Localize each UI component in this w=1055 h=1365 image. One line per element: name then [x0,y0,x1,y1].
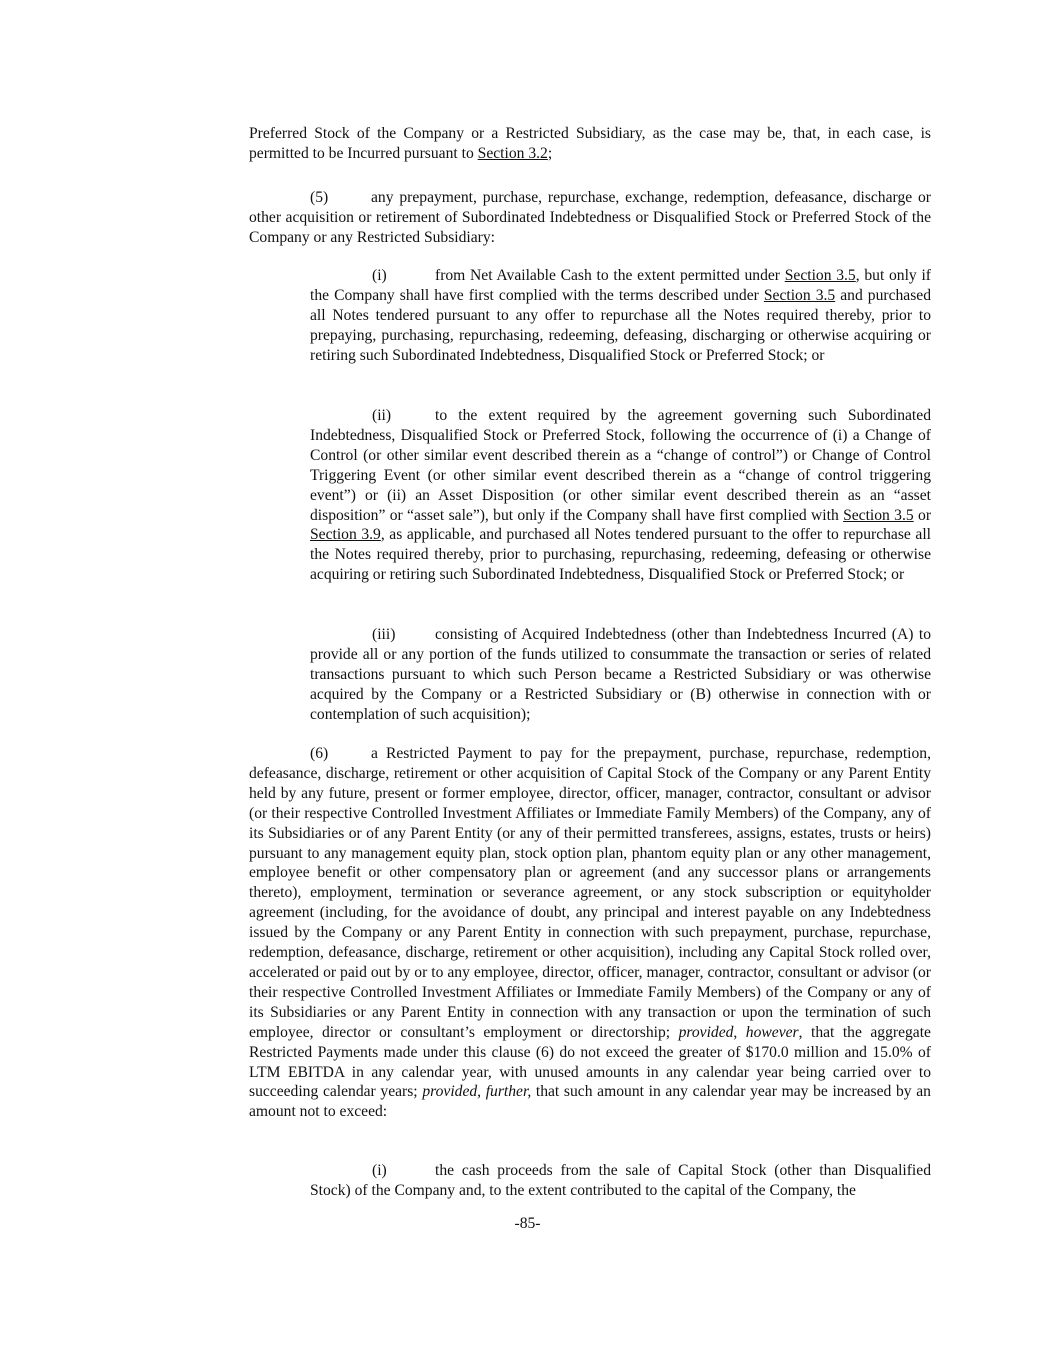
subclause-number: (iii) [372,626,396,643]
text: , but only if the Company shall have first complied with the terms described under [310,267,931,304]
section-reference: Section 3.5 [763,286,836,304]
text: ; [547,144,553,162]
text: , that the aggregate Restricted Payments made under this clause (6) do not exceed the greater of $170.0 million and 15.0% of LTM EBITDA in any calendar year, with unused amounts in any calendar year being carried over to succeeding calendar years; [249,1023,931,1101]
clause-number: (5) [310,189,329,206]
section-reference: Section 3.5 [784,267,856,284]
clause-text: the cash proceeds from the sale of Capital Stock (other than Disqualified Stock) of the Company and, to the extent contributed to the capital of the Company, the [310,1162,931,1199]
clause-6-i [310,1161,931,1201]
subclause-number: (i) [372,267,387,284]
emphasis: however [745,1023,799,1041]
text: Preferred Stock of the Company or a Restricted Subsidiary, as the case may be, that, in each case, is permitted to be Incurred pursuant to [249,125,931,162]
clause-5-i [310,266,931,366]
text: from Net Available Cash to the extent permitted under [435,267,785,284]
emphasis: provided [678,1023,734,1041]
text: , [733,1023,746,1041]
text: a Restricted Payment to pay for the prepayment, purchase, repurchase, redemption, defeasance, discharge, retirement or other acquisition of Capital Stock of the Company or any Parent Entity held by any future, present or former employee, director, officer, manager, contractor, consultant or advisor (or their respective Controlled Investment Affiliates or Immediate Family Members) of the Company, any of its Subsidiaries or of any Parent Entity (or any of their permitted transferees, assigns, estates, trusts or heirs) pursuant to any management equity plan, stock option plan, phantom equity plan or any other management, employee benefit or other compensatory plan or agreement (and any successor plans or arrangements thereto), employment, termination or severance agreement, or any stock subscription or equityholder agreement (including, for the avoidance of doubt, any principal and interest payable on any Indebtedness issued by the Company or any Parent Entity in connection with such prepayment, purchase, repurchase, redemption, defeasance, discharge, retirement or other acquisition), including any Capital Stock rolled over, accelerated or paid out by or to any employee, director, officer, manager, contractor, consultant or advisor (or their respective Controlled Investment Affiliates or Immediate Family Members) of the Company or any of its Subsidiaries or any Parent Entity in connection with any transaction or upon the termination of such employee, director or consultant’s employment or directorship; [249,745,931,1041]
section-reference: Section 3.9 [310,526,381,544]
text: to the extent required by the agreement governing such Subordinated Indebtedness, Disqualified Stock or Preferred Stock, following the occurrence of (i) a Change of Control (or other similar event described therein as a “change of control”) or Change of Control Triggering Event (or other similar event described therein as a “change of control triggering event”) or (ii) an Asset Disposition (or other similar event described therein as an “asset disposition” or “asset sale”), but only if the Company shall have first complied with [310,407,931,524]
paragraph-continuation [249,124,931,164]
clause-5 [249,188,931,248]
emphasis: provided, further, [422,1083,532,1101]
clause-text: consisting of Acquired Indebtedness (other than Indebtedness Incurred (A) to provide all or any portion of the funds utilized to consummate the transaction or series of related transactions pursuant to which such Person became a Restricted Subsidiary or was otherwise acquired by the Company or a Restricted Subsidiary or (B) otherwise in connection with or contemplation of such acquisition); [310,626,931,723]
text: , as applicable, and purchased all Notes tendered pursuant to the offer to repurchase all the Notes required thereby, prior to purchasing, repurchasing, redeeming, defeasing or otherwise acquiring or retiring such Subordinated Indebtedness, Disqualified Stock or Preferred Stock; or [310,526,931,584]
clause-5-ii [310,406,931,585]
text: or [913,506,932,524]
section-reference: Section 3.5 [843,506,914,524]
clause-6 [249,744,931,1122]
subclause-number: (ii) [372,407,392,424]
clause-5-iii [310,625,931,725]
subclause-number: (i) [372,1162,387,1179]
page-number: -85- [514,1215,541,1232]
section-reference: Section 3.2 [477,144,548,162]
text: that such amount in any calendar year may be increased by an amount not to exceed: [249,1083,931,1121]
text: and purchased all Notes tendered pursuant to any offer to repurchase all the Notes required thereby, prior to prepaying, purchasing, repurchasing, redeeming, defeasing, discharging or otherwise acquiring or retiring such Subordinated Indebtedness, Disqualified Stock or Preferred Stock; or [310,286,931,364]
clause-number: (6) [310,745,329,762]
clause-text: any prepayment, purchase, repurchase, exchange, redemption, defeasance, discharge or other acquisition or retirement of Subordinated Indebtedness or Disqualified Stock or Preferred Stock of the Company or any Restricted Subsidiary: [249,189,931,246]
